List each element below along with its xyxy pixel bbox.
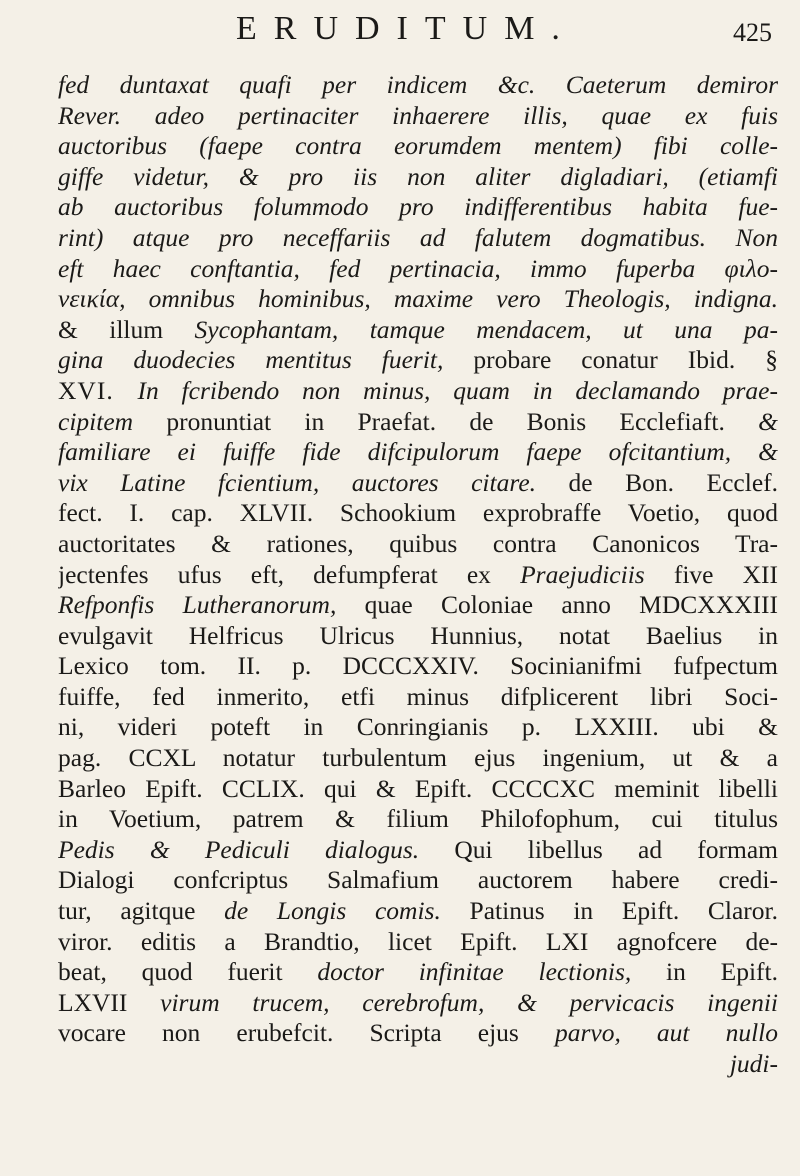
text-segment: fect. I. cap. XLVII. Schookium exprobraffe Voetio, quod xyxy=(58,498,778,528)
page-header xyxy=(0,10,800,50)
text-segment: tur, agitque xyxy=(58,896,225,926)
text-segment: virum trucem, cerebrofum, & pervicacis ingenii xyxy=(160,987,778,1017)
text-line xyxy=(58,590,778,621)
text-segment: evulgavit Helfricus Ulricus Hunnius, notat Baelius in xyxy=(58,620,778,650)
text-segment: giffe videtur, & pro iis non aliter digladiari, (etiamfi xyxy=(58,161,778,191)
text-segment: rint) atque pro neceffariis ad falutem dogmatibus. Non xyxy=(58,222,778,252)
text-segment: Dialogi confcriptus Salmafium auctorem habere credi- xyxy=(58,865,778,895)
text-segment: quae Coloniae anno MDCXXXIII xyxy=(336,590,778,620)
text-segment: jectenfes ufus eft, defumpferat ex xyxy=(58,559,521,589)
text-segment: gina duodecies mentitus fuerit, xyxy=(58,345,444,375)
text-segment: auctoritates & rationes, quibus contra Canonicos Tra- xyxy=(58,528,778,558)
text-segment: in Epift. xyxy=(631,957,778,987)
text-line xyxy=(58,529,778,560)
text-line xyxy=(58,682,778,713)
text-segment: auctoribus (faepe contra eorumdem mentem) fibi colle- xyxy=(58,131,778,161)
text-segment: Barleo Epift. CCLIX. qui & Epift. CCCCXC meminit libelli xyxy=(58,773,778,803)
text-line xyxy=(58,896,778,927)
text-segment: & xyxy=(758,406,778,436)
text-segment: Patinus in Epift. Claror. xyxy=(440,896,778,926)
text-segment: vix Latine fcientium, auctores citare. xyxy=(58,467,537,497)
text-segment: de Bon. Ecclef. xyxy=(536,467,778,497)
text-line xyxy=(58,437,778,468)
text-line xyxy=(58,712,778,743)
text-line xyxy=(58,927,778,958)
text-line xyxy=(58,835,778,866)
text-segment: Refponfis Lutheranorum, xyxy=(58,590,337,620)
text-segment: five XII xyxy=(644,559,778,589)
text-segment: parvo, aut nullo xyxy=(554,1018,778,1048)
text-segment: Pedis & Pediculi dialogus. xyxy=(58,834,420,864)
text-line xyxy=(58,131,778,162)
running-head: ERUDITUM. xyxy=(236,10,577,47)
text-line xyxy=(58,192,778,223)
text-line xyxy=(58,957,778,988)
text-segment: cipitem xyxy=(58,406,134,436)
text-line xyxy=(58,865,778,896)
text-line xyxy=(58,560,778,591)
text-segment: pronuntiat in Praefat. de Bonis Ecclefiaft. xyxy=(133,406,759,436)
text-line xyxy=(58,101,778,132)
text-segment: pag. CCXL notatur turbulentum ejus ingenium, ut & a xyxy=(58,743,778,773)
text-segment: ni, videri poteft in Conringianis p. LXXIII. ubi & xyxy=(58,712,778,742)
text-segment: judi- xyxy=(729,1049,778,1078)
text-segment: In fcribendo non minus, quam in declamando prae- xyxy=(137,375,778,405)
text-segment: probare conatur Ibid. § xyxy=(443,345,778,375)
text-line xyxy=(58,223,778,254)
page-number: 425 xyxy=(733,18,772,47)
text-segment: viror. editis a Brandtio, licet Epift. LXI agnofcere de- xyxy=(58,926,778,956)
text-segment: de Longis comis. xyxy=(224,896,441,926)
text-line xyxy=(58,254,778,285)
text-line xyxy=(58,376,778,407)
text-segment: XVI. xyxy=(58,375,138,405)
text-line xyxy=(58,498,778,529)
text-segment: Lexico tom. II. p. DCCCXXIV. Socinianifmi fufpectum xyxy=(58,651,778,681)
text-line xyxy=(58,743,778,774)
text-line xyxy=(58,988,778,1019)
text-line xyxy=(58,407,778,438)
text-segment: Rever. adeo pertinaciter inhaerere illis, quae ex fuis xyxy=(58,100,778,130)
text-segment: fuiffe, fed inmerito, etfi minus difplicerent libri Soci- xyxy=(58,681,778,711)
text-line xyxy=(58,1018,778,1049)
text-segment: in Voetium, patrem & filium Philofophum, cui titulus xyxy=(58,804,778,834)
text-segment: fed duntaxat quafi per indicem &c. Caeterum demiror xyxy=(58,70,778,99)
text-segment: ab auctoribus folummodo pro indifferentibus habita fue- xyxy=(58,192,778,222)
text-segment: LXVII xyxy=(58,987,161,1017)
text-segment: familiare ei fuiffe fide difcipulorum faepe ofcitantium, & xyxy=(58,437,778,467)
body-text xyxy=(58,70,778,1080)
text-line xyxy=(58,284,778,315)
text-segment: vocare non erubefcit. Scripta ejus xyxy=(58,1018,555,1048)
text-line xyxy=(58,345,778,376)
text-segment: Qui libellus ad formam xyxy=(419,834,778,864)
text-segment: νεικία, omnibus hominibus, maxime vero Theologis, indigna. xyxy=(58,284,778,314)
text-segment: beat, quod fuerit xyxy=(58,957,318,987)
text-line xyxy=(58,651,778,682)
text-line xyxy=(58,774,778,805)
text-segment: doctor infinitae lectionis, xyxy=(317,957,632,987)
text-line xyxy=(58,315,778,346)
text-segment: & illum xyxy=(58,314,195,344)
text-segment: Sycophantam, tamque mendacem, ut una pa- xyxy=(194,314,778,344)
text-line xyxy=(58,804,778,835)
text-line xyxy=(58,162,778,193)
text-line xyxy=(58,468,778,499)
text-line xyxy=(58,70,778,101)
text-segment: eft haec conftantia, fed pertinacia, immo fuperba φιλο- xyxy=(58,253,778,283)
text-line xyxy=(58,621,778,652)
text-line xyxy=(58,1049,778,1080)
text-segment: Praejudiciis xyxy=(520,559,645,589)
